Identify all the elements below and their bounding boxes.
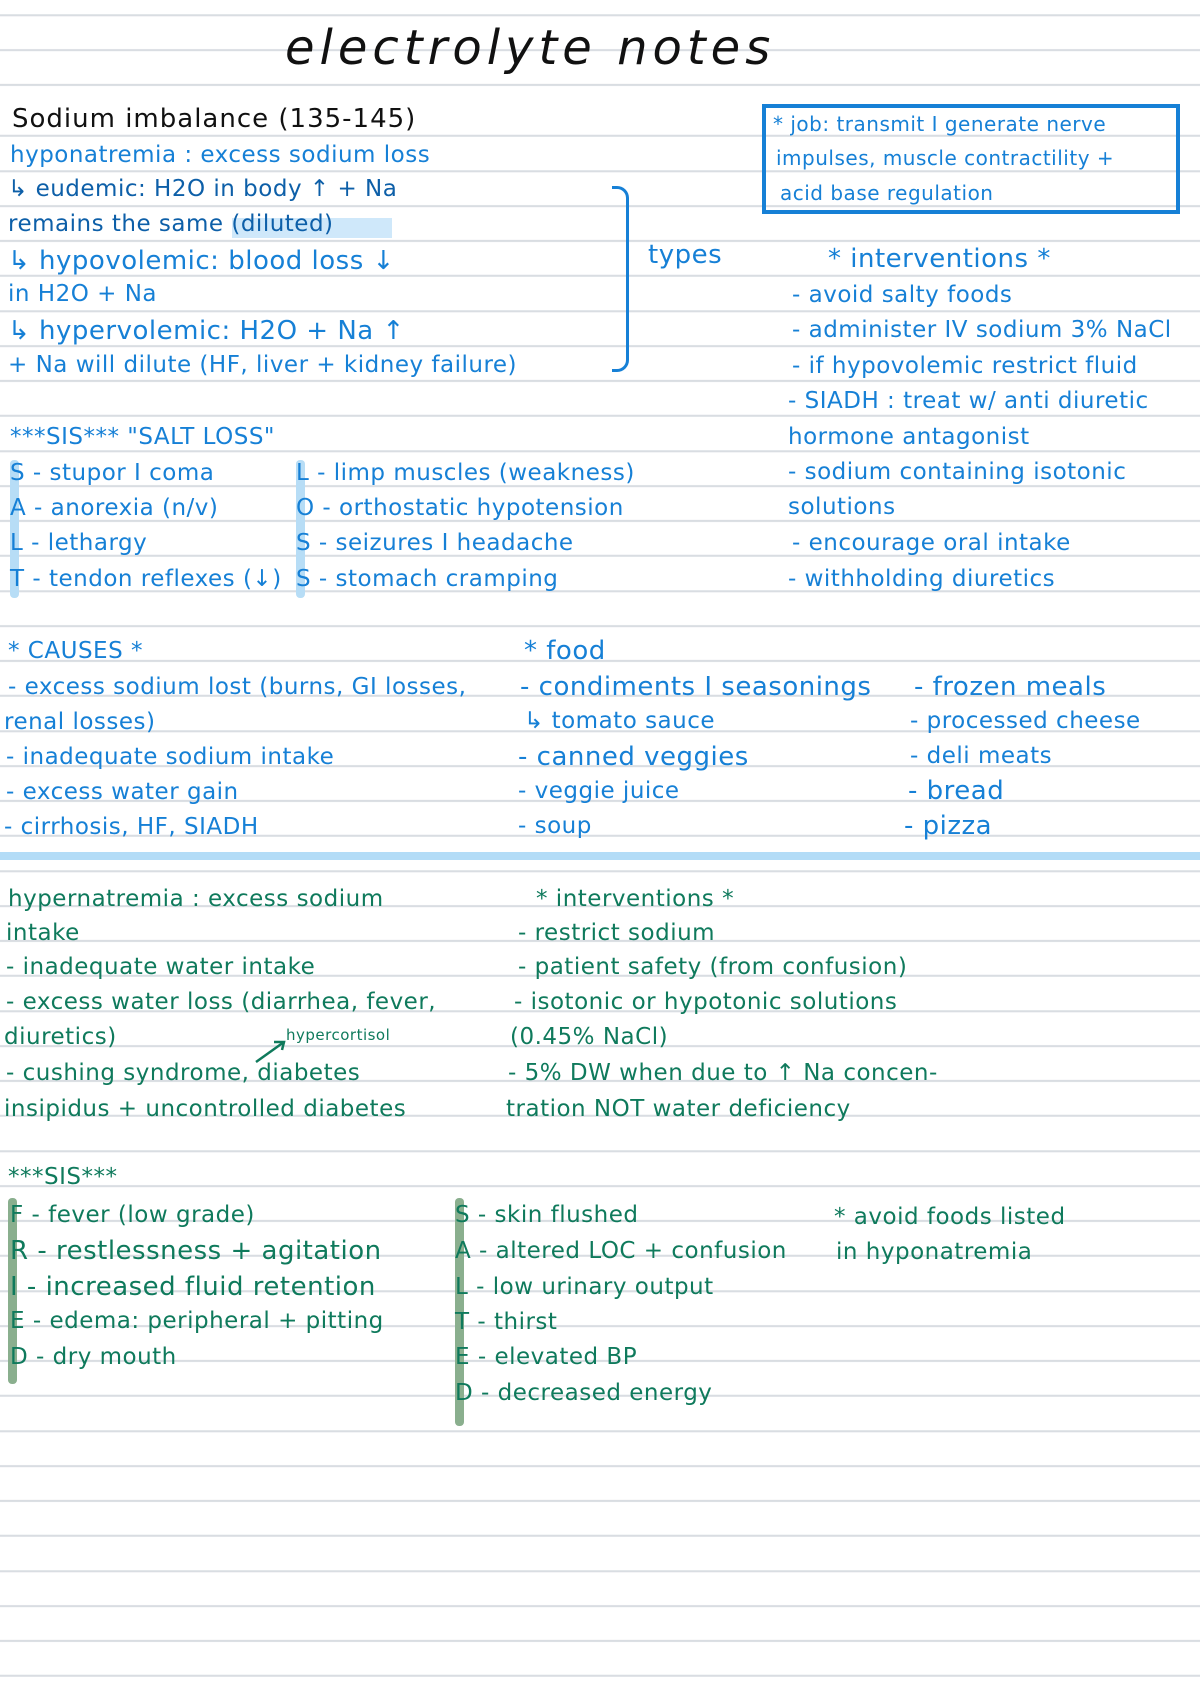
job-line: acid base regulation <box>780 181 994 205</box>
hyper-interventions-title: * interventions * <box>536 886 735 912</box>
hyper-sis-title: ***SIS*** <box>8 1164 118 1190</box>
hyper-intervention: - restrict sodium <box>518 920 716 946</box>
food-item: - soup <box>518 813 592 839</box>
interventions-title: * interventions * <box>828 244 1051 274</box>
food-item: - deli meats <box>910 743 1053 769</box>
type-line: ↳ eudemic: H2O in body ↑ + Na <box>8 176 398 202</box>
hyper-cause: diuretics) <box>4 1024 117 1050</box>
hyper-sis-item: E - elevated BP <box>455 1344 638 1370</box>
cause-item: - inadequate sodium intake <box>6 744 335 770</box>
intervention-item: - SIADH : treat w/ anti diuretic <box>788 388 1149 414</box>
section-divider <box>0 852 1200 860</box>
hyper-sis-item: E - edema: peripheral + pitting <box>10 1308 384 1334</box>
cause-item: - excess water gain <box>6 779 239 805</box>
sis-item: L - limp muscles (weakness) <box>296 460 635 486</box>
type-line: in H2O + Na <box>8 281 158 307</box>
hyper-cause: - inadequate water intake <box>6 954 316 980</box>
food-item: - pizza <box>904 811 993 841</box>
type-line: + Na will dilute (HF, liver + kidney failure) <box>8 352 518 378</box>
food-item: - canned veggies <box>518 742 749 772</box>
sis-item: O - orthostatic hypotension <box>296 495 624 521</box>
intervention-item: - withholding diuretics <box>788 566 1056 592</box>
food-item: - processed cheese <box>910 708 1141 734</box>
avoid-foods-note: in hyponatremia <box>836 1239 1033 1265</box>
section-heading: Sodium imbalance (135-145) <box>12 104 417 134</box>
intervention-item: hormone antagonist <box>788 424 1030 450</box>
sis-item: S - stupor I coma <box>10 460 215 486</box>
hyper-intervention: - isotonic or hypotonic solutions <box>514 989 898 1015</box>
type-line: remains the same (diluted) <box>8 211 334 237</box>
hyper-sis-item: L - low urinary output <box>455 1274 714 1300</box>
hyper-sis-item: F - fever (low grade) <box>10 1202 255 1228</box>
cause-item: - cirrhosis, HF, SIADH <box>4 814 259 840</box>
causes-title: * CAUSES * <box>8 638 143 664</box>
cause-item: renal losses) <box>4 709 156 735</box>
hyper-cause: - excess water loss (diarrhea, fever, <box>6 989 437 1015</box>
hyper-sis-item: I - increased fluid retention <box>10 1272 376 1302</box>
annotation-arrow-icon <box>252 1036 292 1066</box>
sis-item: L - lethargy <box>10 530 148 556</box>
types-label: types <box>648 240 723 270</box>
cause-item: - excess sodium lost (burns, GI losses, <box>8 674 467 700</box>
type-line: ↳ hypovolemic: blood loss ↓ <box>8 246 395 276</box>
job-line: * job: transmit I generate nerve <box>773 112 1107 136</box>
sis-item: S - stomach cramping <box>296 566 559 592</box>
food-item: - bread <box>908 776 1005 806</box>
avoid-foods-note: * avoid foods listed <box>834 1204 1066 1230</box>
sis-item: S - seizures I headache <box>296 530 574 556</box>
page-title: electrolyte notes <box>285 20 776 76</box>
hyper-intervention: - patient safety (from confusion) <box>518 954 908 980</box>
food-title: * food <box>524 636 606 666</box>
food-item: ↳ tomato sauce <box>524 708 716 734</box>
hyper-sis-item: S - skin flushed <box>455 1202 639 1228</box>
sis-item: T - tendon reflexes (↓) <box>10 566 282 592</box>
hyper-sis-item: R - restlessness + agitation <box>10 1236 382 1266</box>
hyper-intervention: tration NOT water deficiency <box>506 1096 851 1122</box>
job-line: impulses, muscle contractility + <box>776 146 1115 170</box>
hyponatremia-definition: hyponatremia : excess sodium loss <box>10 142 431 168</box>
intervention-item: - if hypovolemic restrict fluid <box>792 353 1138 379</box>
food-item: - veggie juice <box>518 778 680 804</box>
hypernatremia-definition: hypernatremia : excess sodium <box>8 886 384 912</box>
intervention-item: - encourage oral intake <box>792 530 1071 556</box>
type-line: ↳ hypervolemic: H2O + Na ↑ <box>8 316 405 346</box>
sis-title: ***SIS*** "SALT LOSS" <box>10 424 276 450</box>
food-item: - frozen meals <box>914 672 1107 702</box>
hyper-intervention: - 5% DW when due to ↑ Na concen- <box>508 1060 938 1086</box>
hyper-sis-item: D - decreased energy <box>455 1380 713 1406</box>
hyper-intervention: (0.45% NaCl) <box>510 1024 669 1050</box>
hyper-sis-item: A - altered LOC + confusion <box>455 1238 787 1264</box>
hyper-sis-item: D - dry mouth <box>10 1344 177 1370</box>
intervention-item: solutions <box>788 494 896 520</box>
intervention-item: - avoid salty foods <box>792 282 1013 308</box>
types-bracket <box>612 186 629 372</box>
food-item: - condiments I seasonings <box>520 672 872 702</box>
hypercortisol-annotation: hypercortisol <box>286 1026 391 1044</box>
hypernatremia-definition: intake <box>6 920 80 946</box>
hyper-sis-item: T - thirst <box>455 1309 558 1335</box>
intervention-item: - sodium containing isotonic <box>788 459 1127 485</box>
sis-item: A - anorexia (n/v) <box>10 495 219 521</box>
hyper-cause: insipidus + uncontrolled diabetes <box>4 1096 407 1122</box>
hyper-cause: - cushing syndrome, diabetes <box>6 1060 361 1086</box>
intervention-item: - administer IV sodium 3% NaCl <box>792 317 1172 343</box>
